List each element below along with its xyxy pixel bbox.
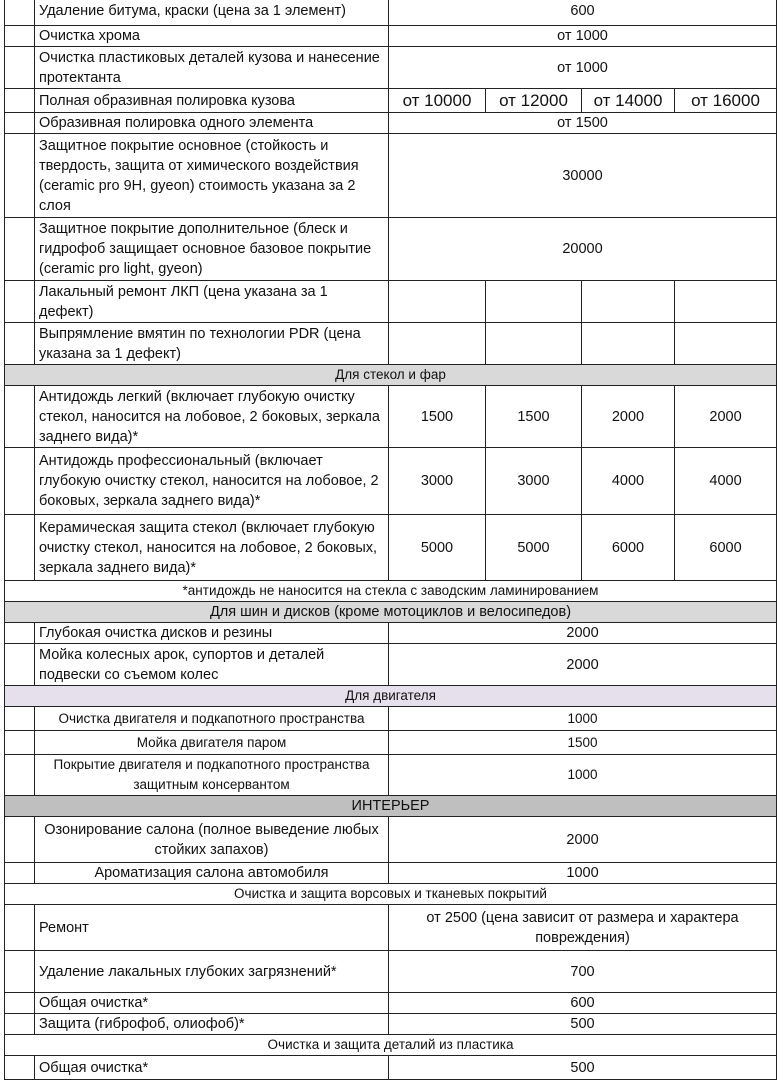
table-row — [5, 89, 777, 113]
price-tier-4: 6000 — [675, 515, 777, 581]
service-name: Глубокая очистка дисков и резины — [35, 623, 389, 644]
section-header-row — [5, 884, 777, 905]
row-gutter — [5, 113, 35, 134]
service-price: от 2500 (цена зависит от размера и характера повреждения) — [389, 905, 777, 951]
row-gutter — [5, 817, 35, 863]
service-price: 600 — [389, 993, 777, 1014]
table-row — [5, 707, 777, 731]
row-gutter — [5, 707, 35, 731]
price-tier-2: 5000 — [486, 515, 582, 581]
table-row — [5, 905, 777, 951]
table-row — [5, 113, 777, 134]
service-price: 2000 — [389, 644, 777, 686]
table-row — [5, 755, 777, 796]
service-name: Удаление лакальных глубоких загрязнений* — [35, 951, 389, 993]
row-gutter — [5, 863, 35, 884]
table-row — [5, 623, 777, 644]
footnote: *антидождь не наносится на стекла с заводским ламинированием — [5, 581, 777, 602]
table-row — [5, 817, 777, 863]
row-gutter — [5, 623, 35, 644]
service-name: Антидождь профессиональный (включает глубокую очистку стекол, наносится на лобовое, 2 боковых, зеркала заднего вида)* — [35, 448, 389, 515]
service-price: 1000 — [389, 863, 777, 884]
table-row — [5, 1014, 777, 1035]
empty-price-cell — [486, 323, 582, 365]
row-gutter — [5, 1056, 35, 1080]
row-gutter — [5, 0, 35, 26]
empty-price-cell — [675, 281, 777, 323]
row-gutter — [5, 644, 35, 686]
row-gutter — [5, 47, 35, 89]
service-name: Выпрямление вмятин по технологии PDR (цена указана за 1 дефект) — [35, 323, 389, 365]
service-price: 1000 — [389, 755, 777, 796]
service-price: от 1000 — [389, 47, 777, 89]
service-price: 500 — [389, 1014, 777, 1035]
section-header: Для стекол и фар — [5, 365, 777, 386]
service-name: Ароматизация салона автомобиля — [35, 863, 389, 884]
row-gutter — [5, 323, 35, 365]
service-name: Покрытие двигателя и подкапотного пространства защитным консервантом — [35, 755, 389, 796]
section-header-row — [5, 1035, 777, 1056]
service-price: 1500 — [389, 731, 777, 755]
row-gutter — [5, 1014, 35, 1035]
service-name: Лакальный ремонт ЛКП (цена указана за 1 дефект) — [35, 281, 389, 323]
price-tier-2: от 12000 — [486, 89, 582, 113]
service-name: Очистка пластиковых деталей кузова и нанесение протектанта — [35, 47, 389, 89]
section-header: Для шин и дисков (кроме мотоциклов и велосипедов) — [5, 602, 777, 623]
table-row — [5, 644, 777, 686]
section-header-row — [5, 602, 777, 623]
service-price: 2000 — [389, 623, 777, 644]
row-gutter — [5, 89, 35, 113]
price-tier-3: 6000 — [582, 515, 675, 581]
table-row — [5, 731, 777, 755]
service-price: 2000 — [389, 817, 777, 863]
section-header-row — [5, 796, 777, 817]
price-tier-3: 4000 — [582, 448, 675, 515]
price-tier-3: 2000 — [582, 386, 675, 448]
price-tier-1: от 10000 — [389, 89, 486, 113]
service-name: Полная образивная полировка кузова — [35, 89, 389, 113]
table-row — [5, 386, 777, 448]
section-header: Очистка и защита ворсовых и тканевых покрытий — [5, 884, 777, 905]
price-tier-3: от 14000 — [582, 89, 675, 113]
service-name: Защитное покрытие дополнительное (блеск и гидрофоб защищает основное базовое покрытие (ceramic pro light, gyeon) — [35, 218, 389, 281]
row-gutter — [5, 218, 35, 281]
price-tier-1: 5000 — [389, 515, 486, 581]
service-name: Озонирование салона (полное выведение любых стойких запахов) — [35, 817, 389, 863]
row-gutter — [5, 281, 35, 323]
row-gutter — [5, 448, 35, 515]
table-row — [5, 218, 777, 281]
price-tier-1: 1500 — [389, 386, 486, 448]
table-row — [5, 323, 777, 365]
price-tier-4: 2000 — [675, 386, 777, 448]
price-tier-4: от 16000 — [675, 89, 777, 113]
price-tier-4: 4000 — [675, 448, 777, 515]
service-name: Мойка двигателя паром — [35, 731, 389, 755]
row-gutter — [5, 515, 35, 581]
service-price: 1000 — [389, 707, 777, 731]
table-row — [5, 993, 777, 1014]
service-name: Ремонт — [35, 905, 389, 951]
service-name: Очистка двигателя и подкапотного пространства — [35, 707, 389, 731]
price-tier-2: 1500 — [486, 386, 582, 448]
note-row — [5, 581, 777, 602]
section-header: ИНТЕРЬЕР — [5, 796, 777, 817]
service-name: Антидождь легкий (включает глубокую очистку стекол, наносится на лобовое, 2 боковых, зеркала заднего вида)* — [35, 386, 389, 448]
service-name: Защитное покрытие основное (стойкость и твердость, защита от химического воздействия (ceramic pro 9H, gyeon) стоимость указана за 2 слоя — [35, 134, 389, 218]
service-price: от 1500 — [389, 113, 777, 134]
empty-price-cell — [486, 281, 582, 323]
empty-price-cell — [389, 323, 486, 365]
service-name: Удаление битума, краски (цена за 1 элемент) — [35, 0, 389, 26]
table-row — [5, 47, 777, 89]
service-price: 700 — [389, 951, 777, 993]
row-gutter — [5, 905, 35, 951]
price-table — [4, 0, 777, 1080]
table-row — [5, 515, 777, 581]
row-gutter — [5, 26, 35, 47]
table-row — [5, 1056, 777, 1080]
service-name: Очистка хрома — [35, 26, 389, 47]
service-name: Общая очистка* — [35, 1056, 389, 1080]
price-tier-1: 3000 — [389, 448, 486, 515]
table-row — [5, 448, 777, 515]
service-price: 30000 — [389, 134, 777, 218]
empty-price-cell — [675, 323, 777, 365]
empty-price-cell — [582, 281, 675, 323]
row-gutter — [5, 386, 35, 448]
service-name: Керамическая защита стекол (включает глубокую очистку стекол, наносится на лобовое, 2 боковых, зеркала заднего вида)* — [35, 515, 389, 581]
service-price: 500 — [389, 1056, 777, 1080]
row-gutter — [5, 731, 35, 755]
service-price: от 1000 — [389, 26, 777, 47]
service-name: Мойка колесных арок, супортов и деталей подвески со съемом колес — [35, 644, 389, 686]
section-header-row — [5, 686, 777, 707]
service-name: Защита (гиброфоб, олиофоб)* — [35, 1014, 389, 1035]
empty-price-cell — [389, 281, 486, 323]
row-gutter — [5, 951, 35, 993]
service-price: 600 — [389, 0, 777, 26]
row-gutter — [5, 134, 35, 218]
price-tier-2: 3000 — [486, 448, 582, 515]
row-gutter — [5, 993, 35, 1014]
service-price: 20000 — [389, 218, 777, 281]
service-name: Образивная полировка одного элемента — [35, 113, 389, 134]
table-row — [5, 0, 777, 26]
table-row — [5, 951, 777, 993]
section-header: Для двигателя — [5, 686, 777, 707]
row-gutter — [5, 755, 35, 796]
table-row — [5, 863, 777, 884]
table-row — [5, 26, 777, 47]
table-row — [5, 134, 777, 218]
service-name: Общая очистка* — [35, 993, 389, 1014]
empty-price-cell — [582, 323, 675, 365]
table-row — [5, 281, 777, 323]
section-header: Очистка и защита деталий из пластика — [5, 1035, 777, 1056]
section-header-row — [5, 365, 777, 386]
